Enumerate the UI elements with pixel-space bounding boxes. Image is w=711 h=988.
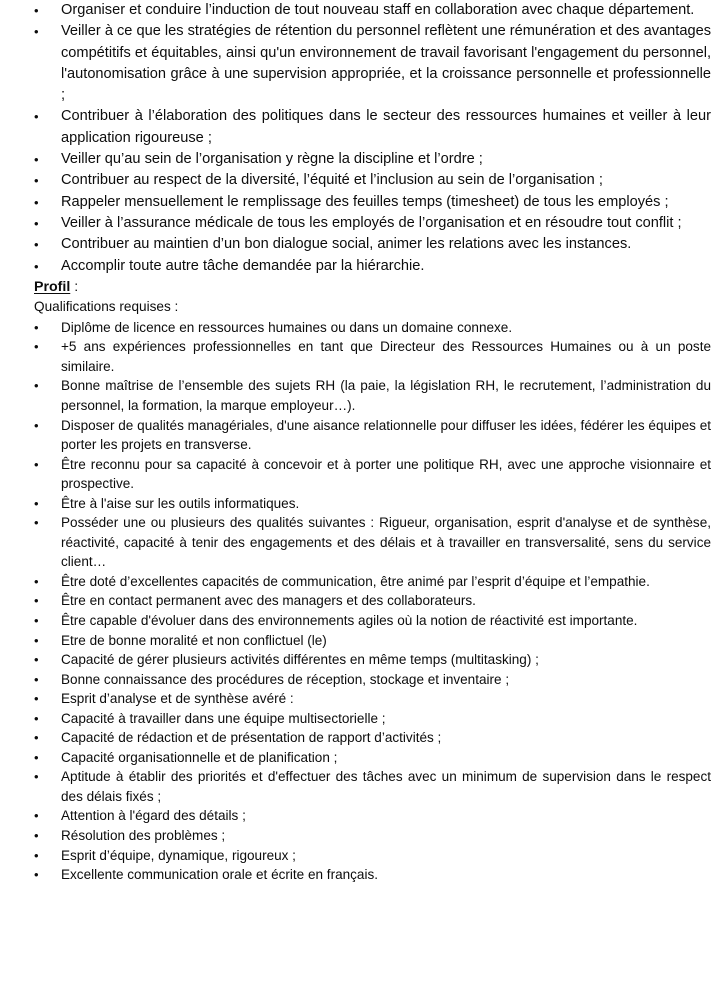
qualification-item-text: • Être à l'aise sur les outils informatiques.: [61, 495, 300, 511]
responsibility-item-text: • Contribuer au maintien d’un bon dialogue social, animer les relations avec les instances.: [61, 236, 632, 253]
profil-heading-colon: :: [70, 278, 79, 295]
qualification-item: [0, 767, 711, 806]
qualification-item: [0, 611, 711, 631]
qualification-item-text: • Être capable d'évoluer dans des environnements agiles où la notion de réactivité est importante.: [61, 612, 638, 628]
responsibility-item: [0, 234, 711, 255]
qualification-item-text: • Esprit d’équipe, dynamique, rigoureux ;: [61, 847, 296, 863]
qualification-item-text: • Diplôme de licence en ressources humaines ou dans un domaine connexe.: [61, 319, 513, 335]
responsibilities-list: [0, 0, 711, 277]
qualification-item: [0, 455, 711, 494]
qualification-item: [0, 513, 711, 572]
qualification-item: [0, 826, 711, 846]
qualification-item-text: • Être doté d’excellentes capacités de communication, être animé par l’esprit d’équipe et l’empathie.: [61, 573, 650, 589]
responsibility-item-text: • Contribuer à l’élaboration des politiques dans le secteur des ressources humaines et veiller à leur application rigoureuse ;: [61, 108, 711, 146]
responsibility-item: [0, 256, 711, 277]
qualification-item-text: • Bonne connaissance des procédures de réception, stockage et inventaire ;: [61, 671, 510, 687]
responsibility-item-text: • Veiller qu’au sein de l’organisation y règne la discipline et l’ordre ;: [61, 151, 483, 168]
qualification-item: [0, 376, 711, 415]
qualification-item-text: • Attention à l'égard des détails ;: [61, 808, 246, 824]
qualification-item: [0, 494, 711, 514]
responsibility-item-text: • Veiller à ce que les stratégies de rétention du personnel reflètent une rémunération et des avantages compétitifs et équitables, ainsi qu'un environnement de travail favorisant l'engagement du personnel, l'autonomisation grâce à une supervision appropriée, et la croissance personnelle et professionnelle ;: [61, 23, 711, 104]
responsibility-item-text: • Rappeler mensuellement le remplissage des feuilles temps (timesheet) de tous les employés ;: [61, 193, 669, 210]
qualification-item-text: • Disposer de qualités managériales, d'une aisance relationnelle pour diffuser les idées, fédérer les équipes et porter les projets en transverse.: [61, 417, 711, 453]
qualification-item-text: • Excellente communication orale et écrite en français.: [61, 867, 379, 883]
qualification-item: [0, 318, 711, 338]
qualification-item-text: • Esprit d’analyse et de synthèse avéré :: [61, 691, 294, 707]
qualification-item-text: • Être reconnu pour sa capacité à concevoir et à porter une politique RH, avec une approche visionnaire et prospective.: [61, 456, 711, 492]
qualification-item-text: • Résolution des problèmes ;: [61, 827, 226, 843]
qualification-item: [0, 670, 711, 690]
qualification-item: [0, 631, 711, 651]
responsibility-item-text: • Contribuer au respect de la diversité, l’équité et l’inclusion au sein de l’organisation ;: [61, 172, 603, 189]
responsibility-item: [0, 106, 711, 149]
qualification-item-text: • Bonne maîtrise de l’ensemble des sujets RH (la paie, la législation RH, le recrutement, l’administration du personnel, la formation, la marque employeur…).: [61, 378, 711, 413]
qualification-item: [0, 416, 711, 455]
qualification-item: [0, 806, 711, 826]
qualifications-list: [0, 318, 711, 885]
qualification-item: [0, 689, 711, 709]
responsibility-item-text: • Organiser et conduire l’induction de tout nouveau staff en collaboration avec chaque département.: [61, 2, 695, 18]
qualification-item: [0, 337, 711, 376]
qualification-item-text: • Etre de bonne moralité et non conflictuel (le): [61, 632, 327, 648]
qualifications-subheading: Qualifications requises :: [34, 299, 179, 315]
responsibility-item: [0, 21, 711, 106]
responsibility-item: [0, 213, 711, 234]
responsibility-item-text: • Veiller à l’assurance médicale de tous les employés de l’organisation et en résoudre tout conflit ;: [61, 214, 682, 231]
qualification-item-text: • Capacité de rédaction et de présentation de rapport d’activités ;: [61, 730, 442, 746]
qualification-item-text: • Posséder une ou plusieurs des qualités suivantes : Rigueur, organisation, esprit d'analyse et de synthèse, réactivité, capacité à tenir des engagements et des délais et à travailler en transversalité, sens du service client…: [61, 515, 711, 570]
qualification-item-text: • Capacité de gérer plusieurs activités différentes en même temps (multitasking) ;: [61, 652, 539, 668]
responsibility-item-text: • Accomplir toute autre tâche demandée par la hiérarchie.: [61, 257, 425, 274]
qualification-item: [0, 709, 711, 729]
responsibility-item: [0, 0, 711, 21]
profil-heading-label: Profil: [34, 278, 71, 295]
qualification-item-text: • Capacité à travailler dans une équipe multisectorielle ;: [61, 710, 386, 726]
qualification-item: [0, 748, 711, 768]
qualification-item: [0, 591, 711, 611]
qualification-item-text: • Être en contact permanent avec des managers et des collaborateurs.: [61, 593, 476, 609]
qualification-item: [0, 572, 711, 592]
responsibility-item: [0, 192, 711, 213]
qualification-item-text: • Capacité organisationnelle et de planification ;: [61, 749, 338, 765]
qualification-item: [0, 846, 711, 866]
profil-heading: [0, 277, 711, 298]
responsibility-item: [0, 149, 711, 170]
qualification-item-text: • Aptitude à établir des priorités et d'effectuer des tâches avec un minimum de supervision dans le respect des délais fixés ;: [61, 769, 711, 804]
qualification-item: [0, 650, 711, 670]
qualification-item-text: • +5 ans expériences professionnelles en tant que Directeur des Ressources Humaines ou à un poste similaire.: [61, 339, 711, 374]
qualification-item: [0, 728, 711, 748]
qualification-item: [0, 865, 711, 885]
responsibility-item: [0, 170, 711, 191]
